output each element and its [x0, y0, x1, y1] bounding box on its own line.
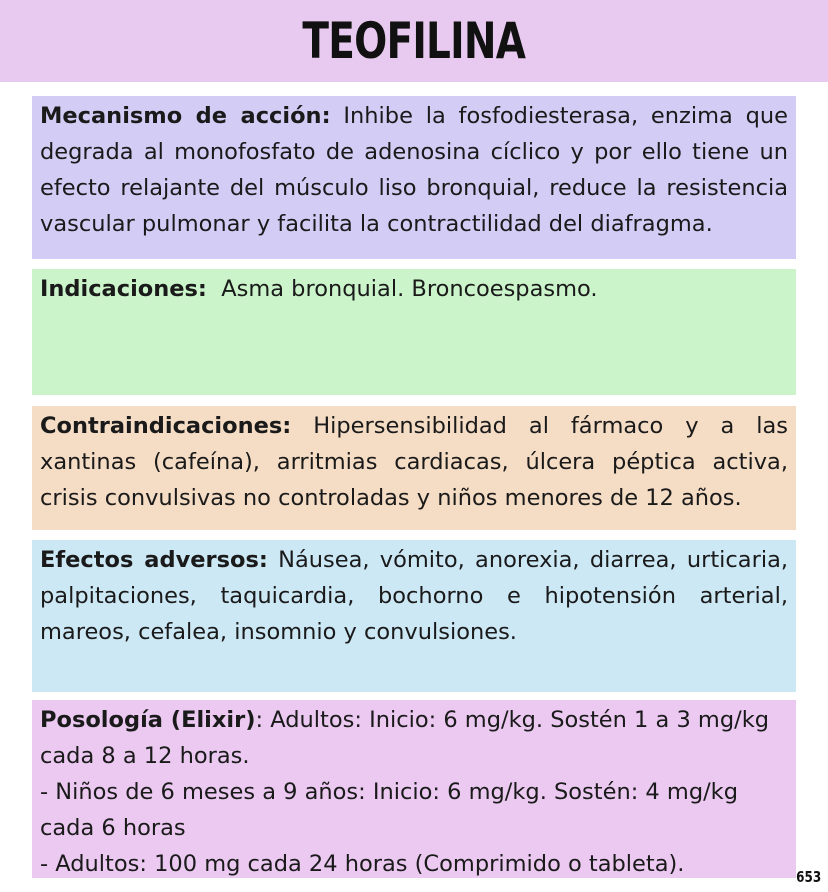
posologia-line-adultos: - Adultos: 100 mg cada 24 horas (Comprimido o tableta). [40, 851, 685, 877]
contraindicaciones-section [32, 406, 796, 530]
indicaciones-section [32, 269, 796, 395]
contraindicaciones-label: Contraindicaciones: [40, 413, 292, 439]
page-title: TEOFILINA [302, 12, 526, 70]
mecanismo-label: Mecanismo de acción: [40, 103, 331, 129]
posologia-paragraph [40, 702, 788, 774]
mecanismo-text: Inhibe la fosfodiesterasa, enzima que degrada al monofosfato de adenosina cíclico y por ello tiene un efecto relajante del músculo liso bronquial, reduce la resistencia vascular pulmonar y facilita la contractilidad del diafragma. [40, 103, 788, 237]
efectos-label: Efectos adversos: [40, 547, 268, 573]
mecanismo-section [32, 96, 796, 259]
posologia-text: : Adultos: Inicio: 6 mg/kg. Sostén 1 a 3 mg/kg cada 8 a 12 horas. [40, 707, 770, 769]
title-banner [0, 0, 828, 82]
efectos-text: Náusea, vómito, anorexia, diarrea, urticaria, palpitaciones, taquicardia, bochorno e hipotensión arterial, mareos, cefalea, insomnio y convulsiones. [40, 547, 789, 645]
contraindicaciones-text: Hipersensibilidad al fármaco y a las xantinas (cafeína), arritmias cardiacas, úlcera péptica activa, crisis convulsivas no controladas y niños menores de 12 años. [40, 413, 788, 511]
mecanismo-paragraph [40, 98, 788, 242]
posologia-label: Posología (Elixir) [40, 707, 256, 733]
page-number: 653 [795, 868, 821, 886]
contraindicaciones-paragraph [40, 408, 788, 516]
posologia-line-ninos: - Niños de 6 meses a 9 años: Inicio: 6 mg/kg. Sostén: 4 mg/kg cada 6 horas [40, 779, 738, 841]
indicaciones-text: Asma bronquial. Broncoespasmo. [206, 276, 598, 302]
indicaciones-label: Indicaciones: [40, 276, 207, 302]
posologia-section [32, 700, 796, 878]
efectos-paragraph [40, 542, 788, 650]
indicaciones-paragraph [40, 271, 788, 307]
efectos-section [32, 540, 796, 692]
